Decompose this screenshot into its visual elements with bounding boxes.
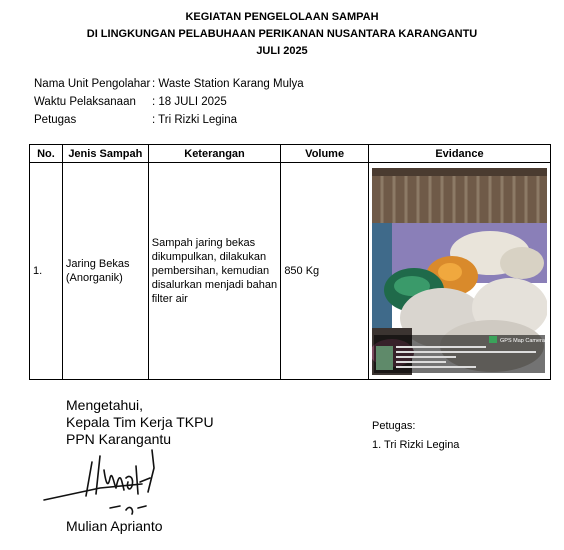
info-officer-label: Petugas [34,114,77,126]
info-unit [34,78,304,90]
signature-block-right [372,417,459,455]
doc-title-line1: KEGIATAN PENGELOLAAN SAMPAH [185,11,379,23]
col-keterangan-header: Keterangan [148,145,281,163]
signer-name: Mulian Aprianto [66,518,163,534]
col-evidance-header: Evidance [368,145,550,163]
col-jenis-header: Jenis Sampah [62,145,148,163]
signer-position: Kepala Tim Kerja TKPU [66,414,214,430]
info-unit-value: : Waste Station Karang Mulya [152,78,304,90]
signer-office: PPN Karangantu [66,431,172,447]
info-date [34,96,227,108]
gps-stamp-text: GPS Map Camera [499,337,545,344]
doc-title-line2: DI LINGKUNGAN PELABUHAAN PERIKANAN NUSANTARA KARANGANTU [86,28,478,40]
cell-jenis: Jaring Bekas (Anorganik) [62,163,148,380]
doc-title-line3: JULI 2025 [256,45,308,57]
table-row [30,163,551,380]
cell-evidance [368,163,550,380]
cell-keterangan: Sampah jaring bekas dikumpulkan, dilakukan pembersihan, kemudian disalurkan menjadi bahan filter air [148,163,281,380]
handwritten-signature [40,448,170,518]
officer-label: Petugas: [372,420,416,432]
info-unit-label: Nama Unit Pengolahar [34,78,151,90]
info-date-label: Waktu Pelaksanaan [34,96,136,108]
col-no-header: No. [30,145,63,163]
cell-no: 1. [30,163,63,380]
col-volume-header: Volume [281,145,369,163]
table-header-row [30,145,551,163]
evidence-photo [372,168,547,375]
info-officer [34,114,237,126]
acknowledged-label: Mengetahui, [66,397,144,413]
cell-volume: 850 Kg [281,163,369,380]
info-date-value: : 18 JULI 2025 [152,96,227,108]
waste-table [29,144,551,380]
signature-block-left [66,397,214,448]
officer-name: 1. Tri Rizki Legina [372,439,460,451]
info-officer-value: : Tri Rizki Legina [152,114,238,126]
